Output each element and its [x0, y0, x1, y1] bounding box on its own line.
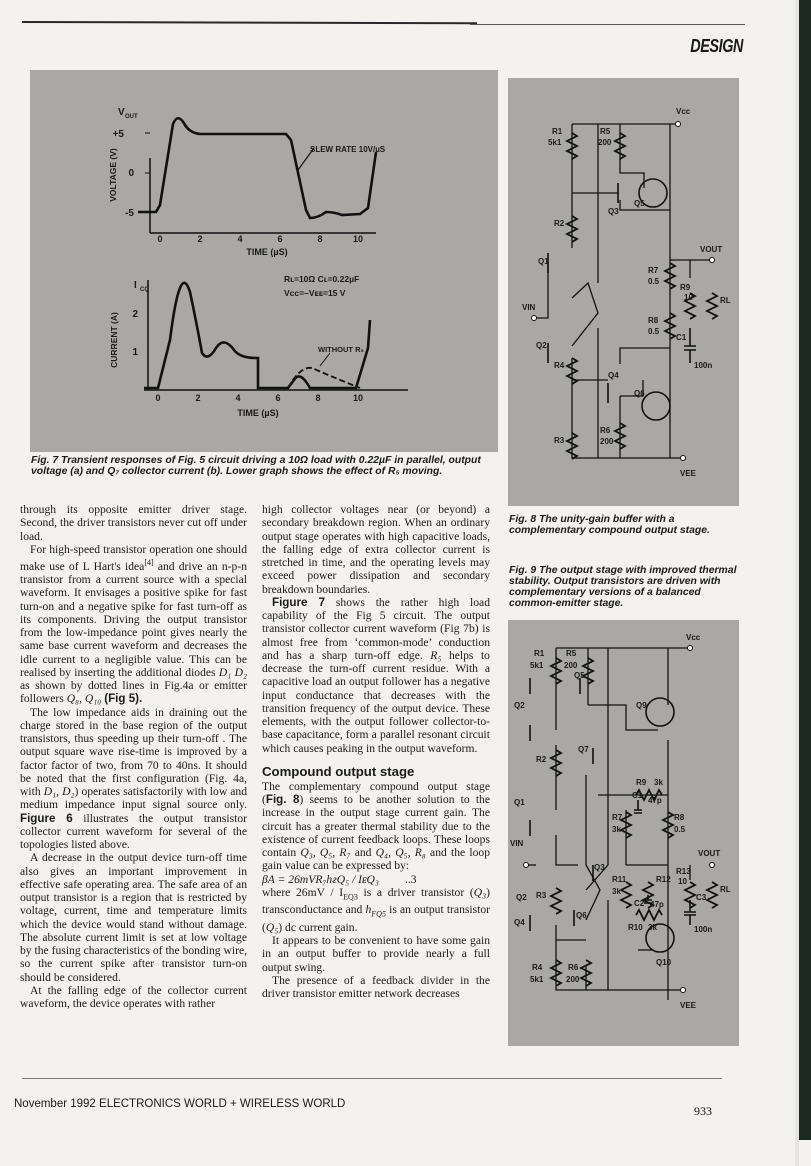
- graph-a-ysymbol: V: [118, 107, 125, 118]
- paragraph: The complementary compound output stage (Fig. 8) seems to be another solution to the increase in the output stage current gain. The circuit has a greater thermal stability due to the existence of current feedback loops. These loops contain Q₃, Q₅, R₇ and Q₄, Q₅, R₈ and the loop gain value can be expressed by:: [262, 779, 490, 873]
- paragraph: high collector voltages near (or beyond) a secondary breakdown region. When an ordinary output stage operates with high capacitive loads, the falling edge of extra collector current is stretched in time, and the operating levels may exceed power dissipation and secondary breakdown boundaries.: [262, 503, 490, 596]
- fig9-wires: [526, 648, 690, 1000]
- q5-label: Q5: [634, 199, 645, 208]
- r13-value: 10: [678, 877, 687, 886]
- c1-capacitor: [634, 800, 642, 813]
- r3-resistor: [551, 888, 561, 914]
- r8-value: 0.5: [674, 825, 686, 834]
- r5-value: 200: [564, 661, 578, 670]
- graph-a-ylabel: VOLTAGE (V): [108, 148, 118, 202]
- graph-a: [108, 107, 386, 257]
- r2-label: R2: [536, 755, 547, 764]
- fig9-schematic: [508, 620, 739, 1046]
- r7-value: 3k: [612, 825, 621, 834]
- c1-label: C1: [676, 333, 687, 342]
- text-column-1: [20, 503, 247, 1010]
- r8-label: R8: [648, 316, 659, 325]
- q10-label: Q10: [656, 958, 672, 967]
- text-column-2: [262, 503, 490, 1000]
- r10-label: R10: [628, 923, 643, 932]
- graph-a-ytick: 0: [128, 168, 134, 179]
- citation-ref: [4]: [144, 558, 154, 567]
- graph-b-xtick: 2: [195, 393, 201, 403]
- r6-label: R6: [600, 426, 611, 435]
- r1-value: 5k1: [548, 138, 562, 147]
- without-r5-pointer: [320, 353, 330, 366]
- q6-transistor: [642, 392, 670, 420]
- q2b-label: Q2: [514, 701, 525, 710]
- c1-value: 47p: [648, 796, 662, 805]
- fig8-transistors: [548, 179, 696, 420]
- graph-a-ysymbol-sub: OUT: [125, 114, 138, 120]
- paragraph: The low impedance aids in draining out the charge stored in the base region of the output transistors, thus speeding up their turn-off . The output square wave rise-time is improved by a factor factor of two, from 70 to 40ns. It should be noted that the first configuration (Fig. 4a, with D₁, D₂) operates satisfactorily with low and medium impedance input signal source only. Figure 6 illustrates the output transistor collector current waveform for several of the topologies listed above.: [20, 705, 248, 852]
- q4-label: Q4: [514, 918, 525, 927]
- graph-b-ytick: 2: [132, 309, 138, 320]
- r5-value: 200: [598, 138, 612, 147]
- paragraph: At the falling edge of the collector current waveform, the device operates with rather: [20, 983, 247, 1011]
- page-number: 933: [694, 1104, 712, 1118]
- r10-value: 3k: [648, 923, 657, 932]
- r3-label: R3: [554, 436, 565, 445]
- fig7-caption: Fig. 7 Transient responses of Fig. 5 circuit driving a 10Ω load with 0.22µF in parallel, output voltage (a) and Q₇ collector current (b). Lower graph shows the effect of R₅ moving.: [31, 455, 481, 477]
- graph-a-ytick: +5: [112, 129, 124, 140]
- r9-label: R9: [636, 778, 647, 787]
- r13-label: R13: [676, 867, 691, 876]
- graph-b-current-curve: [144, 283, 370, 388]
- fig9-caption: Fig. 9 The output stage with improved thermal stability. Output transistors are driven with complementary versions of a balanced common-emitter stage.: [509, 565, 737, 609]
- header-rule: [22, 21, 477, 24]
- fig8-labels: [522, 107, 731, 478]
- r7-label: R7: [648, 266, 659, 275]
- r4-value: 5k1: [530, 975, 544, 984]
- graph-a-xtick: 2: [197, 234, 203, 244]
- rl-resistor: [707, 293, 717, 319]
- q6-label: Q6: [634, 389, 645, 398]
- equation-number: ..3: [404, 872, 417, 886]
- fig8-caption: Fig. 8 The unity-gain buffer with a complementary compound output stage.: [509, 514, 710, 536]
- graph-b: [109, 274, 408, 418]
- r6-label: R6: [568, 963, 579, 972]
- r8-value: 0.5: [648, 327, 660, 336]
- footer-publication: November 1992 ELECTRONICS WORLD + WIRELESS WORLD: [14, 1098, 346, 1110]
- graph-a-xtick: 6: [277, 234, 283, 244]
- graph-a-xtick: 8: [317, 234, 323, 244]
- fig7-graphs: [30, 70, 498, 452]
- graph-a-xtick: 0: [157, 234, 163, 244]
- c2-value: 47p: [650, 900, 664, 909]
- paragraph: Figure 7 shows the rather high load capability of the Fig 5 circuit. The output transistor collector current waveform (Fig 7b) is almost free from ‘common-mode’ conduction and has a sharp turn-off edge. R₅ helps to decrease the turn-off current residue. With a capacitive load an output follower has a negative input conductance that decreases with the transition frequency of the output device. These elements, with the output follower collector-to-base capacitance, form a parallel resonant circuit which causes peaking in the output waveform.: [262, 595, 490, 755]
- equation-body: βA = 26mVR₇hғQ₅ / IᴇQ₃: [262, 872, 379, 886]
- paragraph: A decrease in the output device turn-off time also gives an important improvement in effective safe operating area. The safe area of an output transistor is a region that is restricted by voltage, current, time and temperature limits which the device would stand without damage. The absolute current limit is set at low voltage by the fusing characteristics of the bonding wire, so the current spike after transistor turn-on should be considered.: [20, 851, 247, 984]
- r9-value: 3k: [654, 778, 663, 787]
- fig9-labels: [510, 633, 731, 1010]
- graph-b-xtick: 10: [352, 393, 364, 403]
- r4-label: R4: [532, 963, 543, 972]
- q3-label: Q3: [594, 863, 605, 872]
- vcc-label: Vcc: [676, 107, 691, 116]
- figure-7: [30, 70, 498, 452]
- r7-value: 0.5: [648, 277, 660, 286]
- q2-label: Q2: [536, 341, 547, 350]
- r6-value: 200: [600, 437, 614, 446]
- paragraph: through its opposite emitter driver stage. Second, the driver transistors never cut off under load.: [20, 503, 247, 543]
- q5-label: Q5: [574, 671, 585, 680]
- graph-b-xtick: 0: [155, 393, 161, 403]
- without-r5-annotation: WITHOUT R₅: [318, 345, 364, 354]
- c1-value: 100n: [694, 361, 713, 370]
- graph-b-params-1: Rʟ=10Ω Cʟ=0.22µF: [284, 274, 360, 284]
- r10-resistor: [636, 910, 662, 920]
- q4-label: Q4: [608, 371, 619, 380]
- graph-b-xlabel: TIME (µS): [237, 408, 279, 418]
- graph-b-ylabel: CURRENT (A): [109, 312, 119, 368]
- vee-label: VEE: [680, 1001, 697, 1010]
- graph-a-xticks: [157, 234, 363, 244]
- paragraph: It appears to be convenient to have some gain in an output buffer to provide nearly a full output swing.: [262, 934, 490, 974]
- vin-label: VIN: [510, 839, 524, 848]
- slew-rate-annotation: SLEW RATE 10V/µS: [310, 145, 386, 154]
- r8-label: R8: [674, 813, 685, 822]
- q9-transistor: [646, 698, 674, 726]
- r1-label: R1: [552, 127, 563, 136]
- fig8-schematic: [508, 78, 739, 506]
- vout-label: VOUT: [698, 849, 721, 858]
- footer-rule: [22, 1078, 722, 1079]
- graph-b-xtick: 4: [235, 393, 241, 403]
- q1-label: Q1: [538, 257, 549, 266]
- graph-a-ytick: -5: [125, 208, 134, 219]
- r9-label: R9: [680, 283, 691, 292]
- graph-a-xtick: 4: [237, 234, 243, 244]
- q1-label: Q1: [514, 798, 525, 807]
- vout-label: VOUT: [700, 245, 723, 254]
- graph-b-ysymbol-sub: CQ: [140, 287, 149, 293]
- c2-label: C2: [634, 899, 645, 908]
- equation: [262, 873, 490, 886]
- paragraph: For high-speed transistor operation one should make use of L Hart's idea[4] and drive an n-p-n transistor from a current source with a special waveform. It envisages a positive spike for fast turn-on and a negative spike for fast turn-off as its components. Driving the output transistor from the low-impedance point gives nearly the same base current waveform and decreases the idle current to a negligible value. This can be realised by inserting the additional diodes D₁ D₂ as shown by dotted lines in Fig.4a or emitter followers Q₈, Q₁₀ (Fig 5).: [20, 542, 247, 706]
- graph-b-without-r5-curve: [288, 368, 360, 388]
- q7-label: Q7: [578, 745, 589, 754]
- r9-value: 10: [684, 293, 693, 302]
- r1-label: R1: [534, 649, 545, 658]
- r11-resistor: [621, 882, 631, 908]
- r11-value: 3k: [612, 887, 621, 896]
- r1-value: 5k1: [530, 661, 544, 670]
- graph-b-params-2: Vcc=–Vᴇᴇ=15 V: [284, 288, 346, 298]
- r2-label: R2: [554, 219, 565, 228]
- paragraph: where $26mV / I_{EQ3}$ is a driver transistor (Q₃) transconductance and $h_{FQ5}$ is an output transistor (Q₅) dc current gain.: [262, 885, 491, 934]
- r5-label: R5: [566, 649, 577, 658]
- graph-b-ysymbol: I: [134, 280, 137, 291]
- r7-label: R7: [612, 813, 623, 822]
- q3-label: Q3: [608, 207, 619, 216]
- r3-label: R3: [536, 891, 547, 900]
- rl-label: RL: [720, 885, 731, 894]
- fig9-resistors: [551, 658, 717, 986]
- c3-label: C3: [696, 893, 707, 902]
- q9-label: Q9: [636, 701, 647, 710]
- rl-label: RL: [720, 296, 731, 305]
- r5-label: R5: [600, 127, 611, 136]
- c1-label: C1: [632, 791, 643, 800]
- graph-b-xtick: 6: [275, 393, 281, 403]
- graph-a-voltage-curve: [138, 118, 376, 218]
- graph-a-xlabel: TIME (µS): [246, 247, 288, 257]
- vee-label: VEE: [680, 469, 697, 478]
- r4-label: R4: [554, 361, 565, 370]
- vcc-label: Vcc: [686, 633, 701, 642]
- q2-label: Q2: [516, 893, 527, 902]
- section-title: DESIGN: [690, 36, 743, 56]
- r6-value: 200: [566, 975, 580, 984]
- c3-value: 100n: [694, 925, 713, 934]
- paragraph: The presence of a feedback divider in the driver transistor emitter network decreases: [262, 973, 490, 1001]
- binding-edge: [799, 0, 811, 1140]
- header-rule-right: [470, 24, 745, 25]
- graph-b-xticks: [155, 393, 363, 403]
- graph-b-ytick: 1: [132, 347, 138, 358]
- rl-resistor: [707, 882, 717, 908]
- graph-a-xtick: 10: [352, 234, 364, 244]
- figure-8: [508, 78, 739, 506]
- q6-label: Q6: [576, 911, 587, 920]
- vin-label: VIN: [522, 303, 536, 312]
- graph-b-xtick: 8: [315, 393, 321, 403]
- figure-9: [508, 620, 739, 1046]
- r12-label: R12: [656, 875, 671, 884]
- r11-label: R11: [612, 875, 627, 884]
- section-heading: Compound output stage: [262, 763, 415, 779]
